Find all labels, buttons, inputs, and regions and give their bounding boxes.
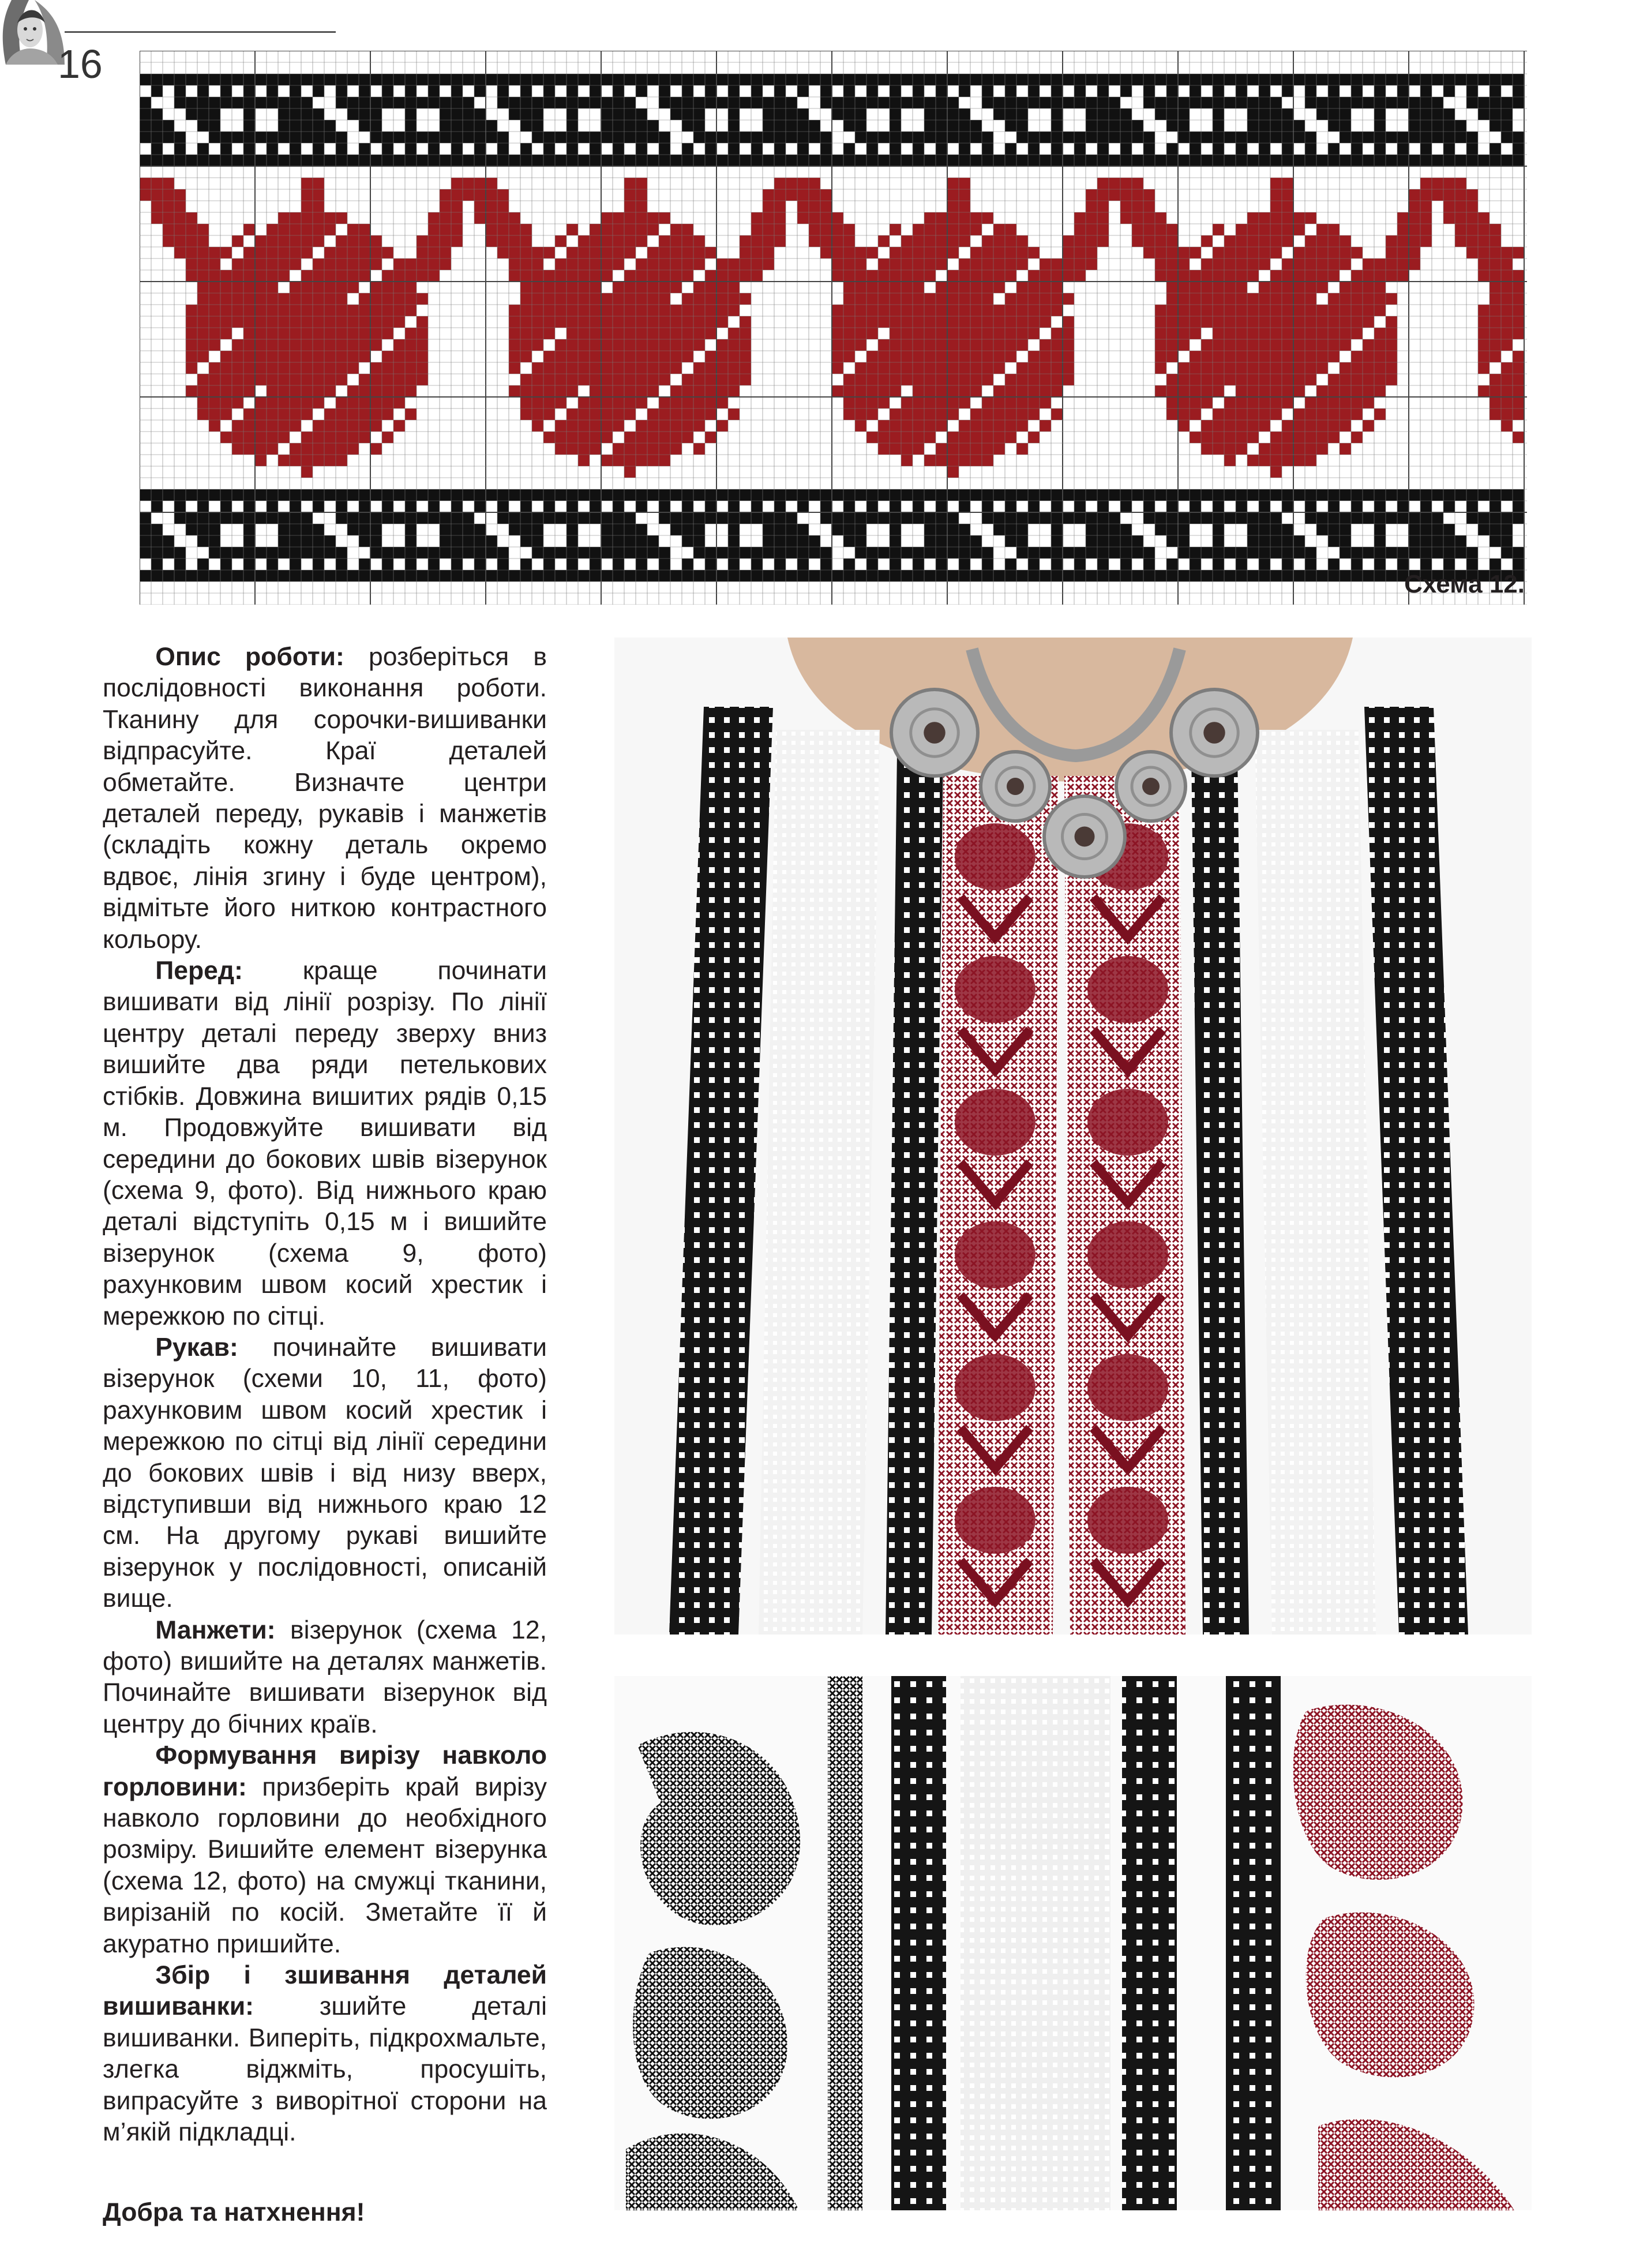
lead-pered: Перед: — [155, 957, 243, 985]
article-body — [103, 642, 547, 2228]
text-rukav: починайте вишивати візерунок (схеми 10, 11, фото) рахунковим швом косий хрестик і мережкою по сітці від лінії середини до бокових швів і від низу вверх, відступивши від нижнього краю 12 см. На другому рукаві вишийте візерунок у послідовності, описаній вище. — [103, 1333, 547, 1613]
text-opys: розберіться в послідовності виконання роботи. Тканину для сорочки-вишиванки відпрасуйте. Краї деталей обметайте. Визначте центри деталей переду, рукавів і манжетів (складіть кожну деталь окремо вдвоє, лінія згину і буде центром), відмітьте його ниткою контрастного кольору. — [103, 643, 547, 954]
paragraph-rukav — [103, 1332, 547, 1615]
woman-portrait-icon — [0, 0, 65, 65]
lead-rukav: Рукав: — [155, 1333, 238, 1362]
embroidery-detail-photo — [614, 1676, 1532, 2210]
text-manzhety: візерунок (схема 12, фото) вишийте на деталях манжетів. Починайте вишивати візерунок від центру до бічних країв. — [103, 1615, 547, 1738]
lead-opys: Опис роботи: — [155, 643, 344, 671]
lead-zbir: Збір і зшивання деталей вишиванки: — [103, 1961, 547, 2021]
embroidered-shirt-front-photo — [614, 638, 1532, 1635]
embroidery-schema — [140, 51, 1527, 605]
page-number: 16 — [58, 42, 103, 87]
lead-vyriz: Формування вирізу навколо горловини: — [103, 1741, 547, 1801]
paragraph-opys — [103, 642, 547, 955]
paragraph-pered — [103, 955, 547, 1332]
lead-manzhety: Манжети: — [155, 1615, 276, 1644]
schema-grid-chart — [140, 51, 1527, 605]
text-vyriz: призберіть край вирізу навколо горловини до необхідного розміру. Вишийте елемент візерунка (схема 12, фото) на смужці тканини, вирізаній по косій. Зметайте її й акуратно пришийте. — [103, 1772, 547, 1958]
schema-caption: Схема 12. — [1404, 570, 1525, 598]
paragraph-zbir — [103, 1960, 547, 2148]
text-pered: краще починати вишивати від лінії розрізу. По лінії центру деталі переду зверху вниз вишийте два ряди петелькових стібків. Довжина вишитих рядів 0,15 м. Продовжуйте вишивати від середини до бокових швів візерунок (схема 9, фото). Від нижнього краю деталі відступіть 0,15 м і вишийте візерунок (схема 9, фото) рахунковим швом косий хрестик і мережкою по сітці. — [103, 957, 547, 1330]
header-rule — [65, 31, 336, 33]
text-zbir: зшийте деталі вишиванки. Виперіть, підкрохмальте, злегка віджміть, просушіть, випрасуйте з виворітної сторони на м’якій підкладці. — [103, 1992, 547, 2147]
paragraph-manzhety — [103, 1615, 547, 1741]
paragraph-vyriz — [103, 1740, 547, 1960]
closing-wish: Добра та натхнення! — [103, 2198, 365, 2226]
